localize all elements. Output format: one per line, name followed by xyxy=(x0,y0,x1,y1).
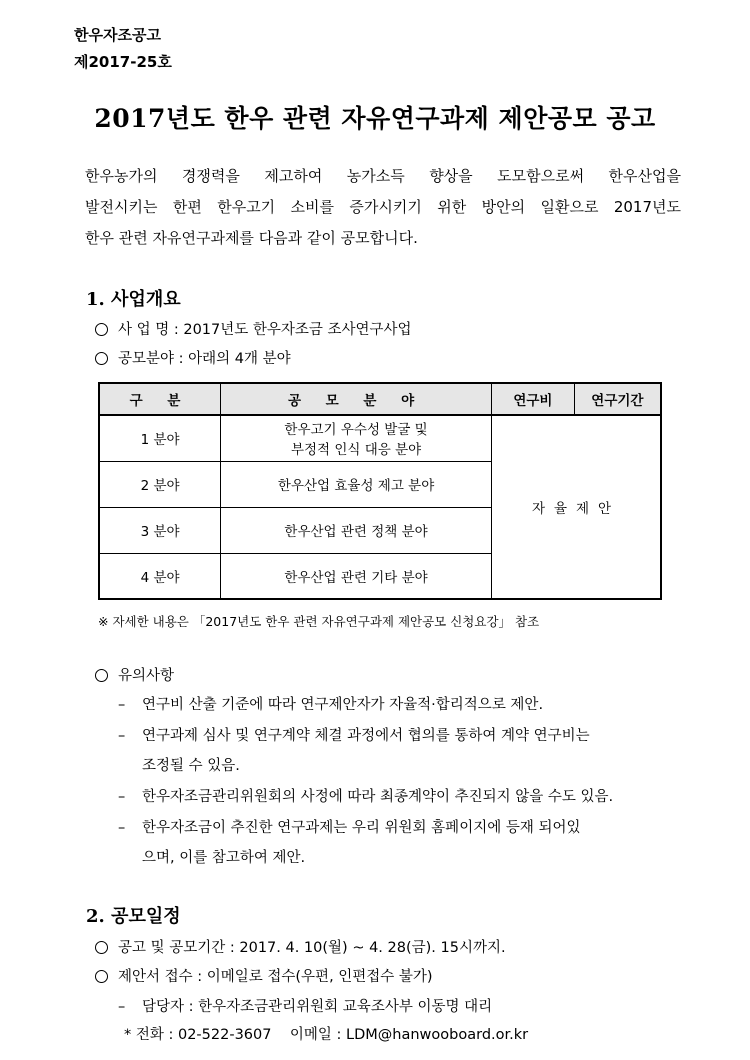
row-field-line: 부정적 인식 대응 분야 xyxy=(290,442,422,459)
caution-heading-line xyxy=(95,664,174,685)
section-heading-overview: 1. 사업개요 xyxy=(86,289,181,310)
notice-number: 제2017-25호 xyxy=(74,53,172,71)
table-row xyxy=(99,415,661,461)
caution-item: – 한우자조금관리위원회의 사정에 따라 최종계약이 추진되지 않을 수도 있음. xyxy=(118,789,614,805)
header-field: 공 모 분 야 xyxy=(221,383,492,415)
caution-text: 한우자조금관리위원회의 사정에 따라 최종계약이 추진되지 않을 수도 있음. xyxy=(142,789,614,805)
phone-email-line: * 전화 : 02-522-3607 이메일 : LDM@hanwooboard.or.kr xyxy=(124,1027,529,1043)
caution-heading-text: 유의사항 xyxy=(118,668,175,684)
caution-text: 연구비 산출 기준에 따라 연구제안자가 자율적·합리적으로 제안. xyxy=(142,697,544,713)
header-budget: 연구비 xyxy=(492,383,575,415)
caution-continuation: 으며, 이를 참고하여 제안. xyxy=(142,850,306,866)
fields-intro-text: 공모분야 : 아래의 4개 분야 xyxy=(118,351,291,367)
submission-text: 제안서 접수 : 이메일로 접수(우편, 인편접수 불가) xyxy=(118,969,433,985)
header-period: 연구기간 xyxy=(574,383,661,415)
caution-continuation: 조정될 수 있음. xyxy=(142,758,240,774)
contact-line: – 담당자 : 한우자조금관리위원회 교육조사부 이동명 대리 xyxy=(118,999,493,1015)
period-line xyxy=(95,936,506,957)
caution-text: 연구과제 심사 및 연구계약 체결 과정에서 협의를 통하여 계약 연구비는 xyxy=(142,728,590,744)
row-field-line: 한우고기 우수성 발굴 및 xyxy=(284,422,428,439)
caution-item: – 한우자조금이 추진한 연구과제는 우리 위원회 홈페이지에 등재 되어있 xyxy=(118,820,581,836)
caution-text: 한우자조금이 추진한 연구과제는 우리 위원회 홈페이지에 등재 되어있 xyxy=(142,820,581,836)
caution-item: – 연구비 산출 기준에 따라 연구제안자가 자율적·합리적으로 제안. xyxy=(118,697,544,713)
header-category: 구 분 xyxy=(99,383,221,415)
table-header-row xyxy=(99,383,661,415)
page-title: 2017년도 한우 관련 자유연구과제 제안공모 공고 xyxy=(94,104,656,133)
section-heading-schedule: 2. 공모일정 xyxy=(86,906,181,927)
intro-line-2: 발전시키는 한편 한우고기 소비를 증가시키기 위한 방안의 일환으로 2017년도 xyxy=(85,198,681,216)
row-category: 4 분야 xyxy=(99,553,221,599)
budget-period-merged: 자율제안 xyxy=(492,415,661,599)
row-field: 한우산업 효율성 제고 분야 xyxy=(221,461,492,507)
reference-note: ※ 자세한 내용은 「2017년도 한우 관련 자유연구과제 제안공모 신청요강」 참조 xyxy=(98,614,540,629)
bullet-circle-icon xyxy=(95,941,108,954)
row-category: 1 분야 xyxy=(99,415,221,461)
submission-line xyxy=(95,965,433,986)
row-category: 3 분야 xyxy=(99,507,221,553)
row-field: 한우산업 관련 기타 분야 xyxy=(221,553,492,599)
fields-intro-line xyxy=(95,347,291,368)
contact-text: 담당자 : 한우자조금관리위원회 교육조사부 이동명 대리 xyxy=(142,999,493,1015)
caution-item: – 연구과제 심사 및 연구계약 체결 과정에서 협의를 통하여 계약 연구비는 xyxy=(118,728,590,744)
period-text: 공고 및 공모기간 : 2017. 4. 10(월) ~ 4. 28(금). 15시까지. xyxy=(118,940,506,956)
bullet-circle-icon xyxy=(95,352,108,365)
bullet-circle-icon xyxy=(95,669,108,682)
project-name-text: 사 업 명 : 2017년도 한우자조금 조사연구사업 xyxy=(118,322,412,338)
bullet-circle-icon xyxy=(95,323,108,336)
notice-org: 한우자조공고 xyxy=(74,26,161,44)
fields-table xyxy=(98,382,662,600)
row-category: 2 분야 xyxy=(99,461,221,507)
intro-line-1: 한우농가의 경쟁력을 제고하여 농가소득 향상을 도모함으로써 한우산업을 xyxy=(85,167,681,185)
row-field xyxy=(221,415,492,461)
intro-line-3: 한우 관련 자유연구과제를 다음과 같이 공모합니다. xyxy=(85,229,418,247)
project-name-line xyxy=(95,318,412,339)
bullet-circle-icon xyxy=(95,970,108,983)
row-field: 한우산업 관련 정책 분야 xyxy=(221,507,492,553)
